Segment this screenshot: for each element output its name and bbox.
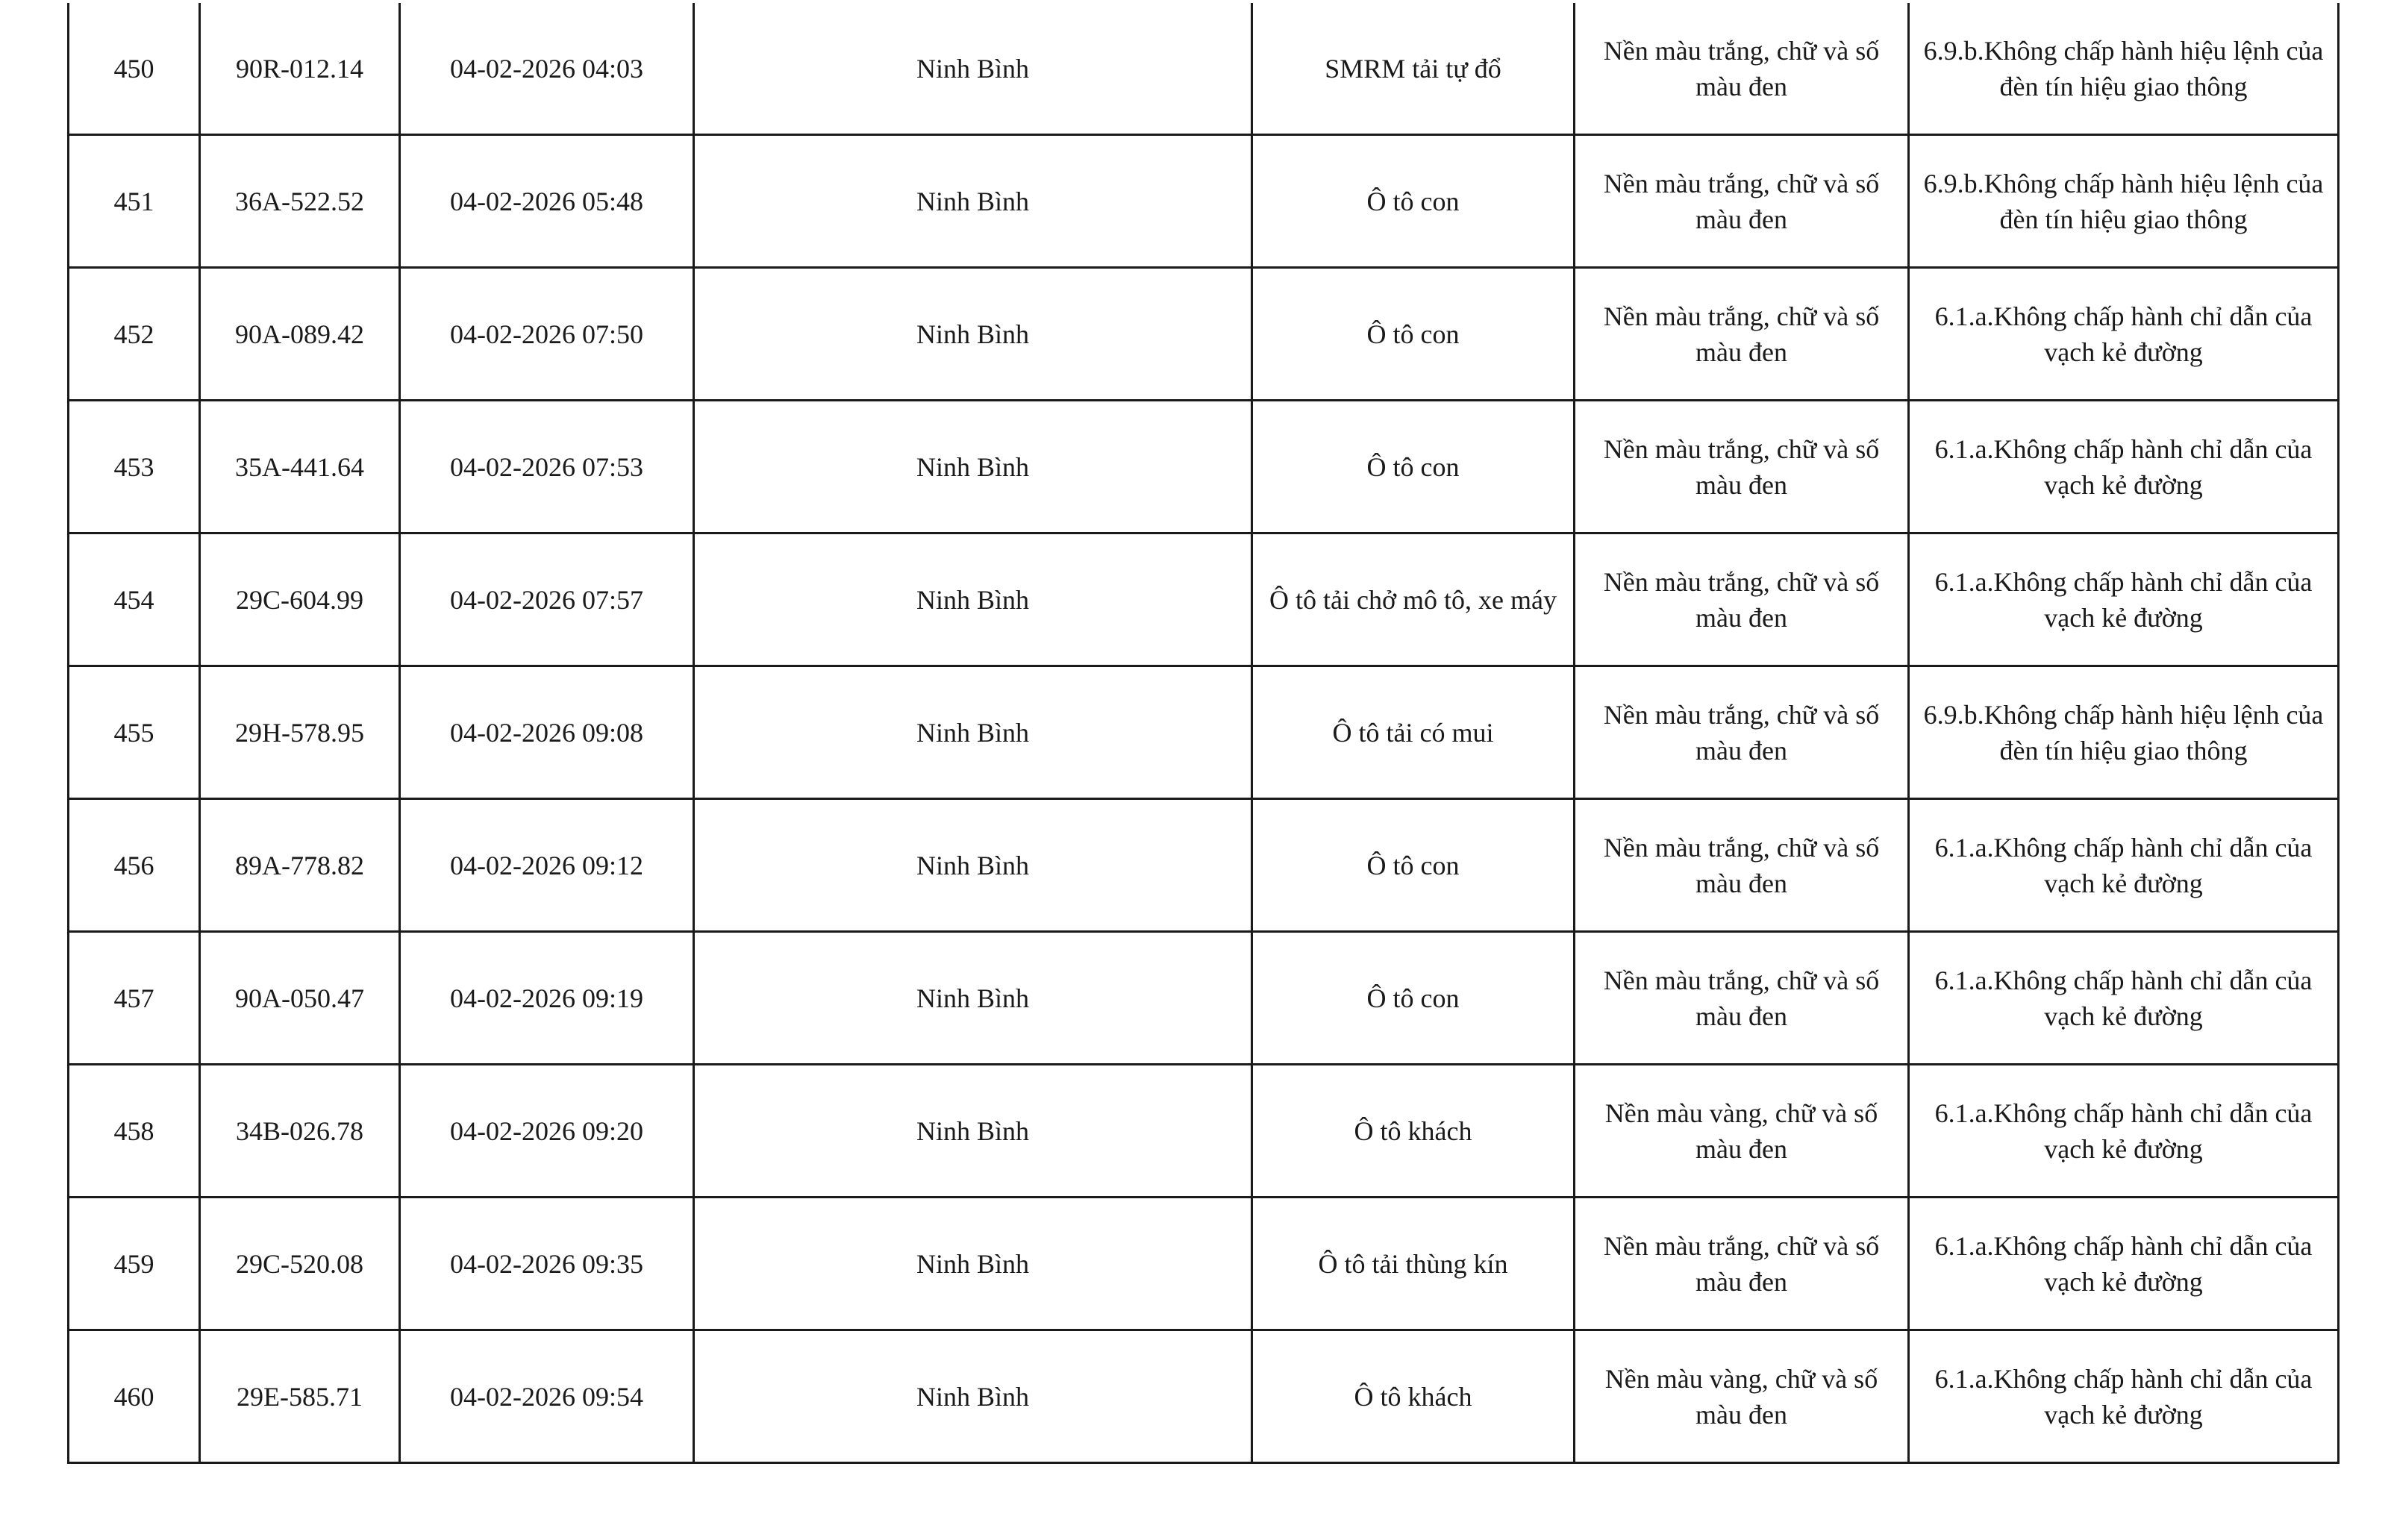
cell-plate-color: Nền màu trắng, chữ và số màu đen bbox=[1575, 1198, 1909, 1330]
cell-time: 04-02-2026 07:57 bbox=[400, 533, 694, 666]
cell-vehicle: Ô tô con bbox=[1252, 932, 1575, 1065]
cell-plate: 35A-441.64 bbox=[200, 401, 400, 533]
cell-plate-color: Nền màu trắng, chữ và số màu đen bbox=[1575, 135, 1909, 268]
cell-stt: 459 bbox=[69, 1198, 200, 1330]
cell-time: 04-02-2026 09:54 bbox=[400, 1330, 694, 1463]
cell-violation: 6.1.a.Không chấp hành chỉ dẫn của vạch kẻ đường bbox=[1909, 799, 2339, 932]
cell-vehicle: Ô tô con bbox=[1252, 135, 1575, 268]
cell-stt: 455 bbox=[69, 666, 200, 799]
table-row bbox=[69, 135, 2339, 268]
cell-plate-color: Nền màu trắng, chữ và số màu đen bbox=[1575, 666, 1909, 799]
cell-location: Ninh Bình bbox=[694, 3, 1252, 135]
cell-plate-color: Nền màu trắng, chữ và số màu đen bbox=[1575, 799, 1909, 932]
cell-plate: 29C-604.99 bbox=[200, 533, 400, 666]
table-row bbox=[69, 1330, 2339, 1463]
table-row bbox=[69, 1198, 2339, 1330]
cell-stt: 452 bbox=[69, 268, 200, 401]
cell-vehicle: Ô tô con bbox=[1252, 268, 1575, 401]
cell-plate-color: Nền màu trắng, chữ và số màu đen bbox=[1575, 533, 1909, 666]
cell-time: 04-02-2026 07:53 bbox=[400, 401, 694, 533]
cell-location: Ninh Bình bbox=[694, 1065, 1252, 1198]
cell-stt: 453 bbox=[69, 401, 200, 533]
cell-time: 04-02-2026 09:35 bbox=[400, 1198, 694, 1330]
cell-plate: 89A-778.82 bbox=[200, 799, 400, 932]
cell-location: Ninh Bình bbox=[694, 1330, 1252, 1463]
table-row bbox=[69, 666, 2339, 799]
cell-location: Ninh Bình bbox=[694, 135, 1252, 268]
cell-stt: 458 bbox=[69, 1065, 200, 1198]
cell-violation: 6.1.a.Không chấp hành chỉ dẫn của vạch kẻ đường bbox=[1909, 533, 2339, 666]
cell-location: Ninh Bình bbox=[694, 1198, 1252, 1330]
cell-plate-color: Nền màu trắng, chữ và số màu đen bbox=[1575, 401, 1909, 533]
cell-stt: 456 bbox=[69, 799, 200, 932]
cell-plate-color: Nền màu trắng, chữ và số màu đen bbox=[1575, 268, 1909, 401]
table-row bbox=[69, 799, 2339, 932]
cell-vehicle: Ô tô tải chở mô tô, xe máy bbox=[1252, 533, 1575, 666]
cell-stt: 454 bbox=[69, 533, 200, 666]
cell-plate-color: Nền màu trắng, chữ và số màu đen bbox=[1575, 3, 1909, 135]
cell-vehicle: SMRM tải tự đổ bbox=[1252, 3, 1575, 135]
cell-vehicle: Ô tô tải có mui bbox=[1252, 666, 1575, 799]
cell-violation: 6.1.a.Không chấp hành chỉ dẫn của vạch kẻ đường bbox=[1909, 932, 2339, 1065]
cell-time: 04-02-2026 05:48 bbox=[400, 135, 694, 268]
cell-time: 04-02-2026 09:12 bbox=[400, 799, 694, 932]
cell-plate: 29H-578.95 bbox=[200, 666, 400, 799]
cell-plate: 29C-520.08 bbox=[200, 1198, 400, 1330]
cell-stt: 457 bbox=[69, 932, 200, 1065]
table-row bbox=[69, 268, 2339, 401]
cell-location: Ninh Bình bbox=[694, 799, 1252, 932]
table-row bbox=[69, 401, 2339, 533]
cell-violation: 6.1.a.Không chấp hành chỉ dẫn của vạch kẻ đường bbox=[1909, 1065, 2339, 1198]
table-row bbox=[69, 1065, 2339, 1198]
cell-time: 04-02-2026 07:50 bbox=[400, 268, 694, 401]
cell-time: 04-02-2026 04:03 bbox=[400, 3, 694, 135]
cell-violation: 6.9.b.Không chấp hành hiệu lệnh của đèn tín hiệu giao thông bbox=[1909, 135, 2339, 268]
cell-vehicle: Ô tô con bbox=[1252, 799, 1575, 932]
cell-violation: 6.9.b.Không chấp hành hiệu lệnh của đèn tín hiệu giao thông bbox=[1909, 666, 2339, 799]
cell-violation: 6.1.a.Không chấp hành chỉ dẫn của vạch kẻ đường bbox=[1909, 1198, 2339, 1330]
cell-location: Ninh Bình bbox=[694, 932, 1252, 1065]
cell-vehicle: Ô tô con bbox=[1252, 401, 1575, 533]
cell-time: 04-02-2026 09:20 bbox=[400, 1065, 694, 1198]
cell-time: 04-02-2026 09:08 bbox=[400, 666, 694, 799]
cell-time: 04-02-2026 09:19 bbox=[400, 932, 694, 1065]
cell-vehicle: Ô tô khách bbox=[1252, 1065, 1575, 1198]
cell-location: Ninh Bình bbox=[694, 666, 1252, 799]
cell-stt: 450 bbox=[69, 3, 200, 135]
cell-plate: 36A-522.52 bbox=[200, 135, 400, 268]
table-row bbox=[69, 533, 2339, 666]
table-row bbox=[69, 3, 2339, 135]
cell-violation: 6.1.a.Không chấp hành chỉ dẫn của vạch kẻ đường bbox=[1909, 401, 2339, 533]
cell-plate: 90A-050.47 bbox=[200, 932, 400, 1065]
cell-plate: 29E-585.71 bbox=[200, 1330, 400, 1463]
cell-plate: 90R-012.14 bbox=[200, 3, 400, 135]
violation-table-body bbox=[69, 3, 2339, 1463]
cell-plate-color: Nền màu trắng, chữ và số màu đen bbox=[1575, 932, 1909, 1065]
cell-plate-color: Nền màu vàng, chữ và số màu đen bbox=[1575, 1330, 1909, 1463]
cell-location: Ninh Bình bbox=[694, 268, 1252, 401]
table-row bbox=[69, 932, 2339, 1065]
cell-stt: 460 bbox=[69, 1330, 200, 1463]
cell-vehicle: Ô tô tải thùng kín bbox=[1252, 1198, 1575, 1330]
cell-violation: 6.1.a.Không chấp hành chỉ dẫn của vạch kẻ đường bbox=[1909, 268, 2339, 401]
cell-violation: 6.9.b.Không chấp hành hiệu lệnh của đèn tín hiệu giao thông bbox=[1909, 3, 2339, 135]
cell-plate-color: Nền màu vàng, chữ và số màu đen bbox=[1575, 1065, 1909, 1198]
cell-location: Ninh Bình bbox=[694, 533, 1252, 666]
violation-table bbox=[67, 3, 2340, 1464]
cell-vehicle: Ô tô khách bbox=[1252, 1330, 1575, 1463]
cell-location: Ninh Bình bbox=[694, 401, 1252, 533]
cell-stt: 451 bbox=[69, 135, 200, 268]
cell-violation: 6.1.a.Không chấp hành chỉ dẫn của vạch kẻ đường bbox=[1909, 1330, 2339, 1463]
cell-plate: 34B-026.78 bbox=[200, 1065, 400, 1198]
cell-plate: 90A-089.42 bbox=[200, 268, 400, 401]
